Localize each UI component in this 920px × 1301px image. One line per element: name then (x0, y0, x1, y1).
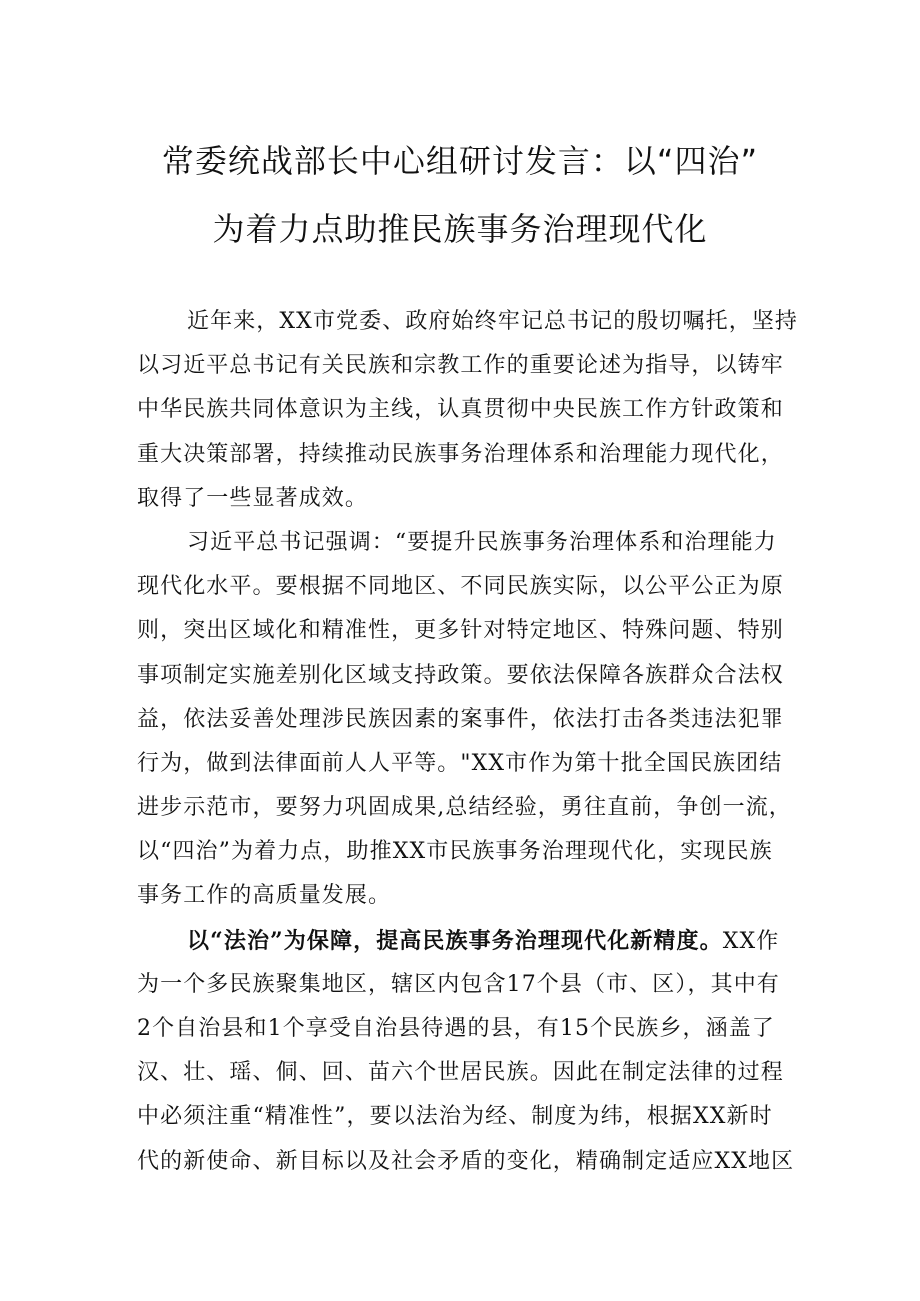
paragraph-line: 现代化水平。要根据不同地区、不同民族实际，以公平公正为原 (137, 574, 784, 600)
paragraph-line: 益，依法妥善处理涉民族因素的案事件，依法打击各类违法犯罪 (137, 706, 784, 732)
paragraph-line: 以“四治”为着力点，助推XX市民族事务治理现代化，实现民族 (137, 839, 773, 865)
paragraph-line: 事务工作的高质量发展。 (137, 883, 392, 909)
paragraph-line: 习近平总书记强调：“要提升民族事务治理体系和治理能力 (187, 529, 777, 555)
section-heading-fazhi: 以“法治”为保障，提高民族事务治理现代化新精度。 (187, 927, 723, 954)
paragraph-line: 汉、壮、瑶、侗、回、苗六个世居民族。因此在制定法律的过程 (137, 1060, 784, 1086)
paragraph-line: 近年来，XX市党委、政府始终牢记总书记的殷切嘱托，坚持 (187, 309, 799, 334)
paragraph-line: 事项制定实施差别化区域支持政策。要依法保障各族群众合法权 (137, 662, 784, 688)
paragraph-text: XX作 (722, 928, 780, 954)
paragraph-line: 取得了一些显著成效。 (137, 485, 369, 511)
paragraph-line: 代的新使命、新目标以及社会矛盾的变化，精确制定适应XX地区 (137, 1148, 795, 1174)
paragraph-line: 重大决策部署，持续推动民族事务治理体系和治理能力现代化， (137, 441, 784, 467)
document-body (137, 300, 797, 1184)
paragraph-line: 为一个多民族聚集地区，辖区内包含17个县（市、区），其中有 (137, 971, 780, 997)
paragraph-line: 2个自治县和1个享受自治县待遇的县，有15个民族乡，涵盖了 (137, 1016, 775, 1041)
document-title-line-1: 常委统战部长中心组研讨发言：以“四治” (161, 142, 759, 180)
paragraph-line: 行为，做到法律面前人人平等。"XX市作为第十批全国民族团结 (137, 750, 783, 776)
paragraph-line: 中必须注重“精准性”，要以法治为经、制度为纬，根据XX新时 (137, 1104, 773, 1130)
paragraph-line: 则，突出区域化和精准性，更多针对特定地区、特殊问题、特别 (137, 618, 784, 644)
paragraph-line: 进步示范市，要努力巩固成果,总结经验，勇往直前，争创一流， (137, 795, 792, 821)
document-title-line-2: 为着力点助推民族事务治理现代化 (212, 210, 708, 248)
paragraph-line: 中华民族共同体意识为主线，认真贯彻中央民族工作方针政策和 (137, 397, 784, 423)
paragraph-line: 以习近平总书记有关民族和宗教工作的重要论述为指导，以铸牢 (137, 353, 784, 379)
paragraph-line-with-heading (137, 919, 797, 963)
